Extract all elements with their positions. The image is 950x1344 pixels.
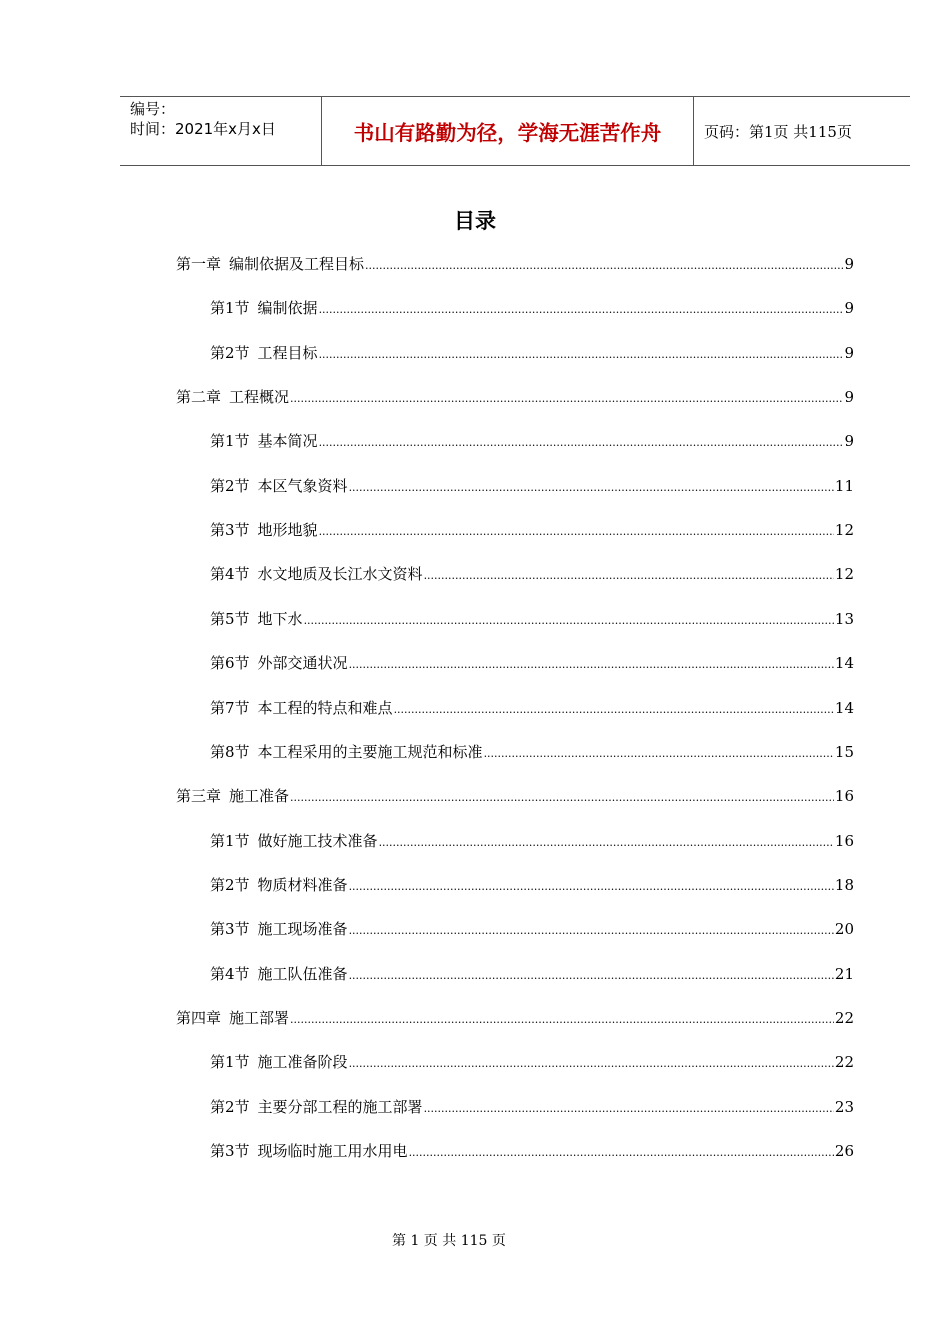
page-header — [120, 96, 910, 166]
toc-dot-leader — [319, 521, 834, 543]
toc-dot-leader — [484, 743, 834, 765]
toc-entry-label: 第2节 — [210, 875, 250, 894]
toc-page-number: 26 — [834, 1142, 854, 1160]
toc-section-entry[interactable] — [210, 874, 854, 896]
toc-entry-title: 施工准备阶段 — [257, 1053, 348, 1072]
toc-dot-leader — [319, 432, 844, 454]
toc-dot-leader — [290, 787, 834, 809]
toc-entry-label: 第6节 — [210, 654, 250, 673]
toc-entry-label: 第1节 — [210, 432, 250, 451]
toc-entry-label: 第7节 — [210, 698, 250, 717]
toc-page-number: 20 — [834, 920, 854, 939]
toc-page-number: 18 — [834, 875, 854, 894]
toc-dot-leader — [349, 477, 834, 499]
toc-entry-label: 第1节 — [210, 299, 250, 318]
header-meta-cell — [120, 97, 321, 165]
toc-entry-label: 第一章 — [176, 255, 222, 273]
toc-dot-leader — [394, 699, 834, 721]
toc-dot-leader — [349, 1053, 834, 1075]
toc-section-entry[interactable] — [210, 519, 854, 541]
toc-dot-leader — [290, 1009, 834, 1031]
toc-dot-leader — [365, 255, 843, 277]
toc-page-number: 9 — [844, 255, 854, 273]
toc-entry-label: 第3节 — [210, 920, 250, 939]
toc-entry-label: 第二章 — [176, 388, 222, 407]
toc-chapter-entry[interactable] — [176, 253, 854, 275]
toc-dot-leader — [304, 610, 834, 632]
toc-dot-leader — [379, 832, 834, 854]
toc-section-entry[interactable] — [210, 1140, 854, 1162]
toc-entry-title: 本区气象资料 — [257, 476, 348, 495]
toc-dot-leader — [290, 388, 843, 410]
toc-page-number: 9 — [844, 343, 854, 362]
header-motto: 书山有路勤为径，学海无涯苦作舟 — [353, 121, 662, 145]
toc-dot-leader — [424, 565, 834, 587]
toc-chapter-entry[interactable] — [176, 785, 854, 807]
toc-entry-label: 第2节 — [210, 343, 250, 362]
toc-entry-title: 主要分部工程的施工部署 — [257, 1097, 423, 1116]
toc-page-number: 14 — [834, 654, 854, 673]
toc-entry-title: 施工现场准备 — [257, 920, 348, 939]
toc-section-entry[interactable] — [210, 563, 854, 585]
toc-section-entry[interactable] — [210, 297, 854, 319]
toc-page-number: 23 — [834, 1097, 854, 1116]
toc-page-number: 9 — [844, 432, 854, 451]
toc-section-entry[interactable] — [210, 1096, 854, 1118]
toc-dot-leader — [424, 1098, 834, 1120]
toc-section-entry[interactable] — [210, 652, 854, 674]
toc-section-entry[interactable] — [210, 430, 854, 452]
toc-entry-label: 第1节 — [210, 1053, 250, 1072]
toc-page-number: 12 — [834, 565, 854, 584]
toc-entry-title: 编制依据及工程目标 — [229, 255, 365, 273]
toc-section-entry[interactable] — [210, 963, 854, 985]
toc-entry-title: 现场临时施工用水用电 — [257, 1142, 408, 1160]
toc-entry-title: 工程概况 — [229, 388, 290, 407]
toc-entry-label: 第4节 — [210, 565, 250, 584]
toc-page-number: 22 — [834, 1053, 854, 1072]
toc-entry-label: 第4节 — [210, 964, 250, 983]
toc-dot-leader — [349, 876, 834, 898]
toc-entry-title: 水文地质及长江水文资料 — [257, 565, 423, 584]
toc-entry-title: 做好施工技术准备 — [257, 831, 378, 850]
toc-dot-leader — [349, 920, 834, 942]
toc-dot-leader — [349, 965, 834, 987]
toc-entry-title: 物质材料准备 — [257, 875, 348, 894]
toc-section-entry[interactable] — [210, 608, 854, 630]
toc-page-number: 14 — [834, 698, 854, 717]
toc-page-number: 12 — [834, 521, 854, 540]
toc-dot-leader — [319, 344, 844, 366]
toc-chapter-entry[interactable] — [176, 386, 854, 408]
toc-entry-label: 第1节 — [210, 831, 250, 850]
toc-entry-title: 外部交通状况 — [257, 654, 348, 673]
toc-entry-label: 第2节 — [210, 1097, 250, 1116]
toc-chapter-entry[interactable] — [176, 1007, 854, 1029]
toc-entry-title: 基本简况 — [257, 432, 318, 451]
toc-dot-leader — [409, 1142, 834, 1164]
toc-section-entry[interactable] — [210, 697, 854, 719]
toc-entry-title: 本工程采用的主要施工规范和标准 — [257, 742, 483, 761]
toc-dot-leader — [319, 299, 844, 321]
toc-entry-title: 本工程的特点和难点 — [257, 698, 393, 717]
header-page-info: 页码：第1页 共115页 — [704, 122, 852, 141]
toc-entry-label: 第四章 — [176, 1008, 222, 1027]
toc-page-number: 16 — [834, 831, 854, 850]
toc-entry-label: 第8节 — [210, 742, 250, 761]
toc-entry-label: 第2节 — [210, 476, 250, 495]
toc-entry-title: 地下水 — [257, 609, 303, 628]
toc-entry-label: 第3节 — [210, 1142, 250, 1160]
toc-entry-title: 编制依据 — [257, 299, 318, 318]
header-motto-cell — [321, 97, 694, 165]
toc-entry-title: 施工队伍准备 — [257, 964, 348, 983]
toc-page-number: 22 — [834, 1008, 854, 1027]
toc-section-entry[interactable] — [210, 342, 854, 364]
toc-section-entry[interactable] — [210, 1051, 854, 1073]
doc-number-label: 编号： — [130, 100, 176, 118]
toc-page-number: 15 — [834, 742, 854, 761]
toc-section-entry[interactable] — [210, 830, 854, 852]
toc-section-entry[interactable] — [210, 475, 854, 497]
toc-entry-label: 第3节 — [210, 521, 250, 540]
toc-entry-label: 第5节 — [210, 609, 250, 628]
toc-page-number: 16 — [834, 787, 854, 806]
toc-dot-leader — [349, 654, 834, 676]
toc-page-number: 21 — [834, 964, 854, 983]
toc-page-number: 13 — [834, 609, 854, 628]
toc-page-number: 9 — [844, 388, 854, 407]
header-page-cell — [694, 97, 910, 165]
toc-entry-label: 第三章 — [176, 787, 222, 806]
toc-entry-title: 施工部署 — [229, 1008, 290, 1027]
toc-page-number: 9 — [844, 299, 854, 318]
toc-section-entry[interactable] — [210, 741, 854, 763]
page-footer: 第 1 页 共 115 页 — [392, 1233, 506, 1249]
toc-entry-title: 地形地貌 — [257, 521, 318, 540]
toc-entry-title: 施工准备 — [229, 787, 290, 806]
toc-title: 目录 — [454, 209, 496, 233]
toc-page-number: 11 — [834, 476, 854, 495]
toc-entry-title: 工程目标 — [257, 343, 318, 362]
doc-time-label: 时间：2021年x月x日 — [130, 120, 276, 138]
toc-section-entry[interactable] — [210, 918, 854, 940]
